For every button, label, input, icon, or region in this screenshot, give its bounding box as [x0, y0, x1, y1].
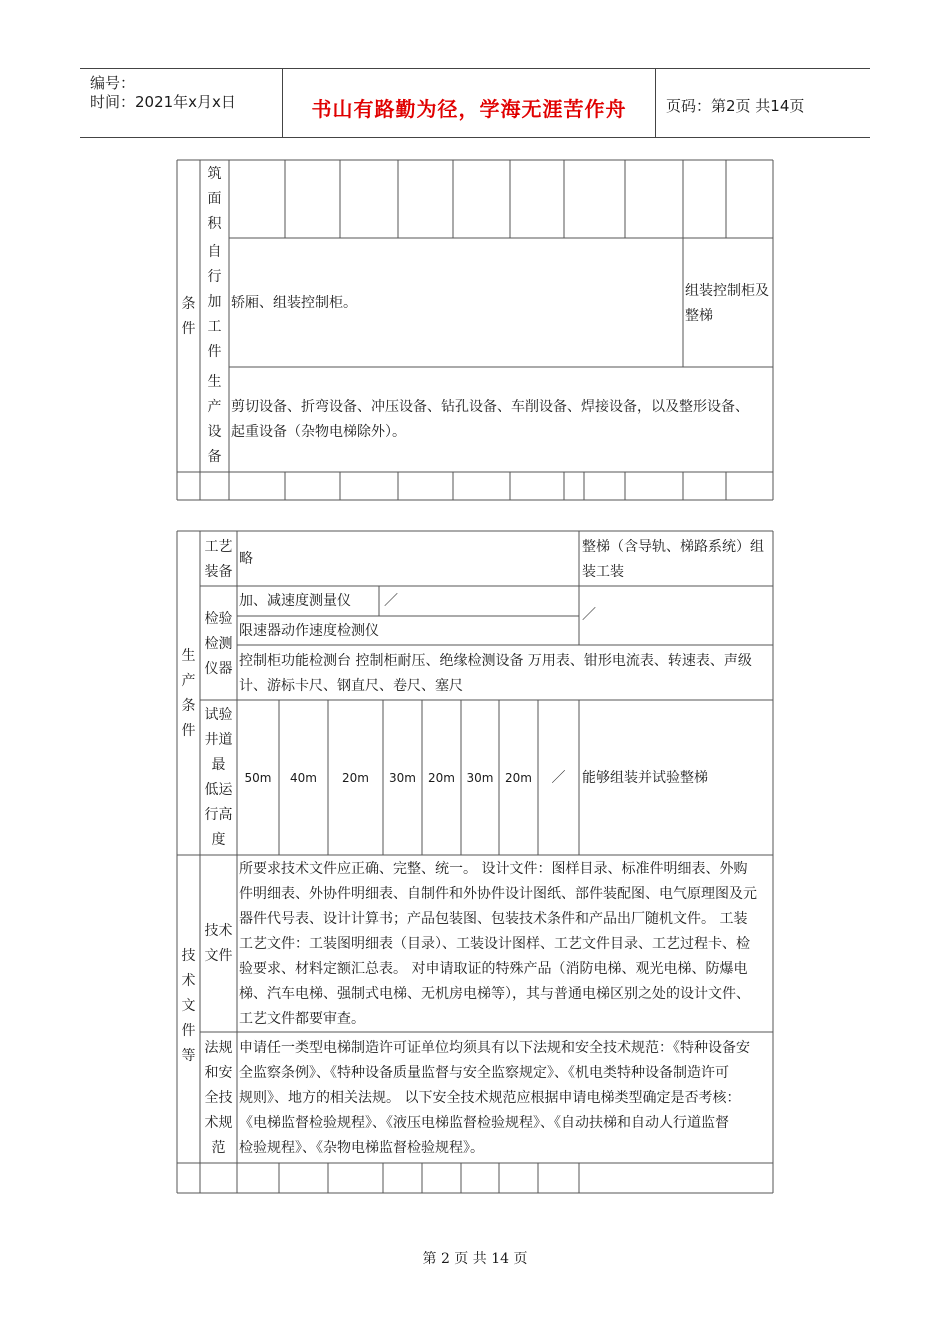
production-equipment-content: 剪切设备、折弯设备、冲压设备、钻孔设备、车削设备、焊接设备，以及整形设备、 起重设备（杂物电梯除外）。 — [231, 399, 749, 440]
row-label-inspection: 检验 检测 仪器 — [204, 611, 233, 677]
row-label-tech-docs: 技术 文件 — [204, 923, 233, 964]
regulations-content: 申请任一类型电梯制造许可证单位均须具有以下法规和安全技术规范：《特种设备安 全监察条例》、《特种设备质量监督与安全监察规定》、《机电类特种设备制造许可 规则》、地方的相关法规。 以下安全技术规范应根据申请电梯类型确定是否考核： 《电梯监督检验规程》、《液压电梯监督检验规程》、《自动扶梯和自动人行道监督 检验规程》、《杂物电梯监督检验规程》。 — [239, 1040, 750, 1156]
tooling-right: 整梯（含导轨、梯路系统）组 装工装 — [582, 539, 764, 580]
side-label-tech-docs: 技 术 文 件 等 — [181, 948, 196, 1064]
inspection-right-mark: ／ — [582, 607, 596, 623]
inspection-item-governor: 限速器动作速度检测仪 — [239, 623, 379, 639]
row-label-regulations: 法规 和安 全技 术规 范 — [204, 1040, 233, 1156]
side-label-production: 生 产 条 件 — [181, 648, 196, 739]
shaft-value-8: ／ — [551, 770, 566, 786]
row-label-test-shaft: 试验 井道 最 低运 行高 度 — [204, 707, 233, 848]
document-time: 时间：2021年x月x日 — [90, 93, 236, 111]
shaft-value-6: 30m — [466, 771, 494, 785]
self-processed-content: 轿厢、组装控制柜。 — [231, 295, 357, 311]
shaft-value-5: 20m — [428, 771, 455, 785]
shaft-value-1: 50m — [244, 771, 272, 785]
page-footer: 第 2 页 共 14 页 — [422, 1251, 528, 1267]
inspection-item-acceleration-mark: ／ — [384, 593, 398, 609]
shaft-value-7: 20m — [505, 771, 532, 785]
document-number: 编号： — [90, 74, 136, 92]
shaft-value-4: 30m — [389, 771, 416, 785]
shaft-value-3: 20m — [342, 771, 369, 785]
tooling-content: 略 — [239, 551, 253, 567]
motto: 书山有路勤为径，学海无涯苦作舟 — [311, 97, 627, 121]
inspection-content: 控制柜功能检测台 控制柜耐压、绝缘检测设备 万用表、钳形电流表、转速表、声级 计、游标卡尺、钢直尺、卷尺、塞尺 — [239, 653, 752, 694]
row-label-production-equipment: 生 产 设 备 — [207, 374, 222, 465]
side-label-conditions: 条 件 — [181, 296, 196, 337]
row-label-self-processed: 自 行 加 工 件 — [207, 244, 222, 360]
inspection-item-acceleration: 加、减速度测量仪 — [239, 593, 351, 609]
shaft-right: 能够组装并试验整梯 — [582, 770, 708, 786]
self-processed-right: 组装控制柜及 整梯 — [685, 283, 769, 324]
header-page-number: 页码：第2页 共14页 — [666, 97, 805, 115]
row-label-area: 筑 面 积 — [207, 166, 222, 232]
tech-docs-content: 所要求技术文件应正确、完整、统一。 设计文件：图样目录、标准件明细表、外购 件明细表、外协件明细表、自制件和外协件设计图纸、部件装配图、电气原理图及元 器件代号表、设计计算书；产品包装图、包装技术条件和产品出厂随机文件。 工装 工艺文件：工装图明细表（目录）、工装设计图样、工艺文件目录、工艺过程卡、检 验要求、材料定额汇总表。 对申请取证的特殊产品（消防电梯、观光电梯、防爆电 梯、汽车电梯、强制式电梯、无机房电梯等），其与普通电梯区别之处的设计文件、 工艺文件都要审查。 — [239, 861, 757, 1027]
row-label-tooling: 工艺 装备 — [204, 539, 233, 580]
shaft-value-2: 40m — [290, 771, 317, 785]
